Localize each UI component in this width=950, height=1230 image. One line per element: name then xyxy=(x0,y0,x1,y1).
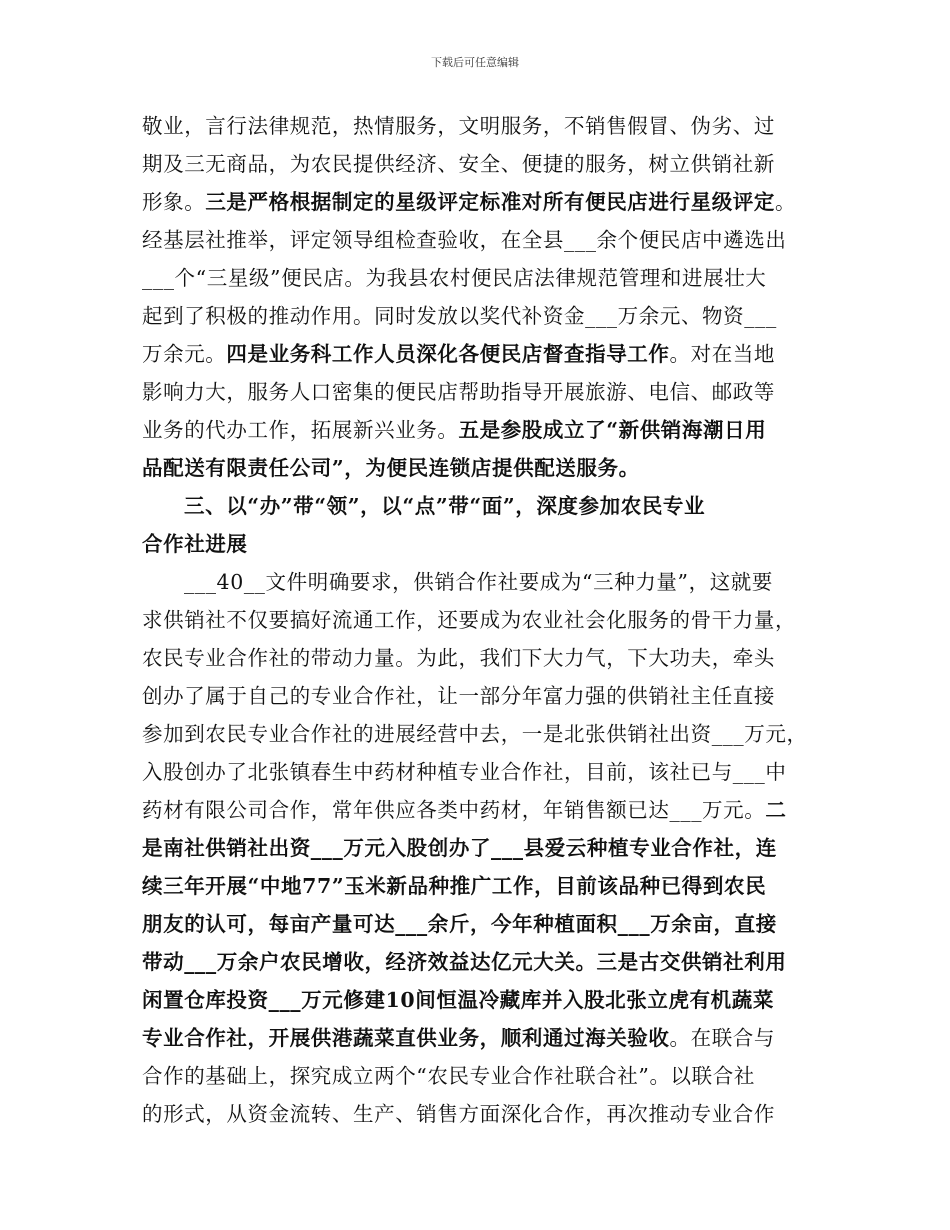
bold-text-segment: 续三年开展“中地77”玉米新品种推广工作，目前该品种已得到农民 xyxy=(142,874,767,898)
text-line xyxy=(142,107,810,145)
text-segment: 形象。 xyxy=(142,190,206,214)
text-line xyxy=(142,563,810,601)
text-segment: 。在联合与 xyxy=(669,1026,775,1050)
text-segment: 的形式，从资金流转、生产、销售方面深化合作，再次推动专业合作 xyxy=(142,1102,775,1126)
text-line xyxy=(142,905,810,943)
bold-text-segment: 是南社供销社出资___万元入股创办了___县爱云种植专业合作社，连 xyxy=(142,836,777,860)
bold-text-segment: 朋友的认可，每亩产量可达___余斤，今年种植面积___万余亩，直接 xyxy=(142,912,777,936)
bold-text-segment: 二 xyxy=(765,798,787,822)
text-line xyxy=(142,1057,810,1095)
text-line xyxy=(142,145,810,183)
text-segment: 合作的基础上，探究成立两个“农民专业合作社联合社”。以联合社 xyxy=(142,1064,755,1088)
text-line xyxy=(142,487,810,525)
text-segment: 。对在当地 xyxy=(669,342,776,366)
text-segment: 入股创办了北张镇春生中药材种植专业合作社，目前，该社已与___中 xyxy=(142,760,787,784)
text-segment: 期及三无商品，为农民提供经济、安全、便捷的服务，树立供销社新 xyxy=(142,152,775,176)
page-header: 下载后可任意编辑 xyxy=(431,56,519,69)
text-segment: ___40__文件明确要求，供销合作社要成为“三种力量”，这就要 xyxy=(184,570,773,594)
text-line xyxy=(142,601,810,639)
text-line xyxy=(142,753,810,791)
bold-text-segment: 合作社进展 xyxy=(142,532,248,556)
text-segment: 经基层社推举，评定领导组检查验收，在全县___余个便民店中遴选出 xyxy=(142,228,787,252)
text-segment: 创办了属于自己的专业合作社，让一部分年富力强的供销社主任直接 xyxy=(142,684,775,708)
text-segment: 业务的代办工作，拓展新兴业务。 xyxy=(142,418,459,442)
text-line xyxy=(142,525,810,563)
bold-text-segment: 品配送有限责任公司”，为便民连锁店提供配送服务。 xyxy=(142,456,640,480)
text-line xyxy=(142,677,810,715)
text-line xyxy=(142,259,810,297)
text-segment: 参加到农民专业合作社的进展经营中去，一是北张供销社出资___万元， xyxy=(142,722,808,746)
bold-text-segment: 带动___万余户农民增收，经济效益达亿元大关。三是古交供销社利用 xyxy=(142,950,787,974)
bold-text-segment: 三、以“办”带“领”，以“点”带“面”，深度参加农民专业 xyxy=(184,494,706,518)
text-segment: 药材有限公司合作，常年供应各类中药材，年销售额已达___万元。 xyxy=(142,798,766,822)
text-line xyxy=(142,335,810,373)
text-line xyxy=(142,981,810,1019)
text-line xyxy=(142,791,810,829)
text-line xyxy=(142,867,810,905)
bold-text-segment: 五是参股成立了“新供销海潮日用 xyxy=(458,418,767,442)
text-segment: 求供销社不仅要搞好流通工作，还要成为农业社会化服务的骨干力量， xyxy=(142,608,797,632)
text-line xyxy=(142,449,810,487)
bold-text-segment: 闲置仓库投资___万元修建10间恒温冷藏库并入股北张立虎有机蔬菜 xyxy=(142,988,774,1012)
text-line xyxy=(142,1095,810,1133)
text-line xyxy=(142,715,810,753)
text-segment: ___个“三星级”便民店。为我县农村便民店法律规范管理和进展壮大 xyxy=(142,266,767,290)
bold-text-segment: 三是严格根据制定的星级评定标准对所有便民店进行星级评定 xyxy=(205,190,776,214)
text-line xyxy=(142,639,810,677)
text-line xyxy=(142,373,810,411)
bold-text-segment: 四是业务科工作人员深化各便民店督查指导工作 xyxy=(226,342,670,366)
text-segment: 影响力大，服务人口密集的便民店帮助指导开展旅游、电信、邮政等 xyxy=(142,380,775,404)
text-line xyxy=(142,829,810,867)
text-line xyxy=(142,1019,810,1057)
text-line xyxy=(142,183,810,221)
text-segment: 敬业，言行法律规范，热情服务，文明服务，不销售假冒、伪劣、过 xyxy=(142,114,775,138)
document-body xyxy=(142,107,810,1133)
text-line xyxy=(142,411,810,449)
text-line xyxy=(142,221,810,259)
text-line xyxy=(142,297,810,335)
text-segment: 农民专业合作社的带动力量。为此，我们下大力气，下大功夫，牵头 xyxy=(142,646,775,670)
bold-text-segment: 专业合作社，开展供港蔬菜直供业务，顺利通过海关验收 xyxy=(142,1026,670,1050)
text-segment: 起到了积极的推动作用。同时发放以奖代补资金___万余元、物资___ xyxy=(142,304,777,328)
text-segment: 万余元。 xyxy=(142,342,227,366)
text-line xyxy=(142,943,810,981)
text-segment: 。 xyxy=(775,190,797,214)
